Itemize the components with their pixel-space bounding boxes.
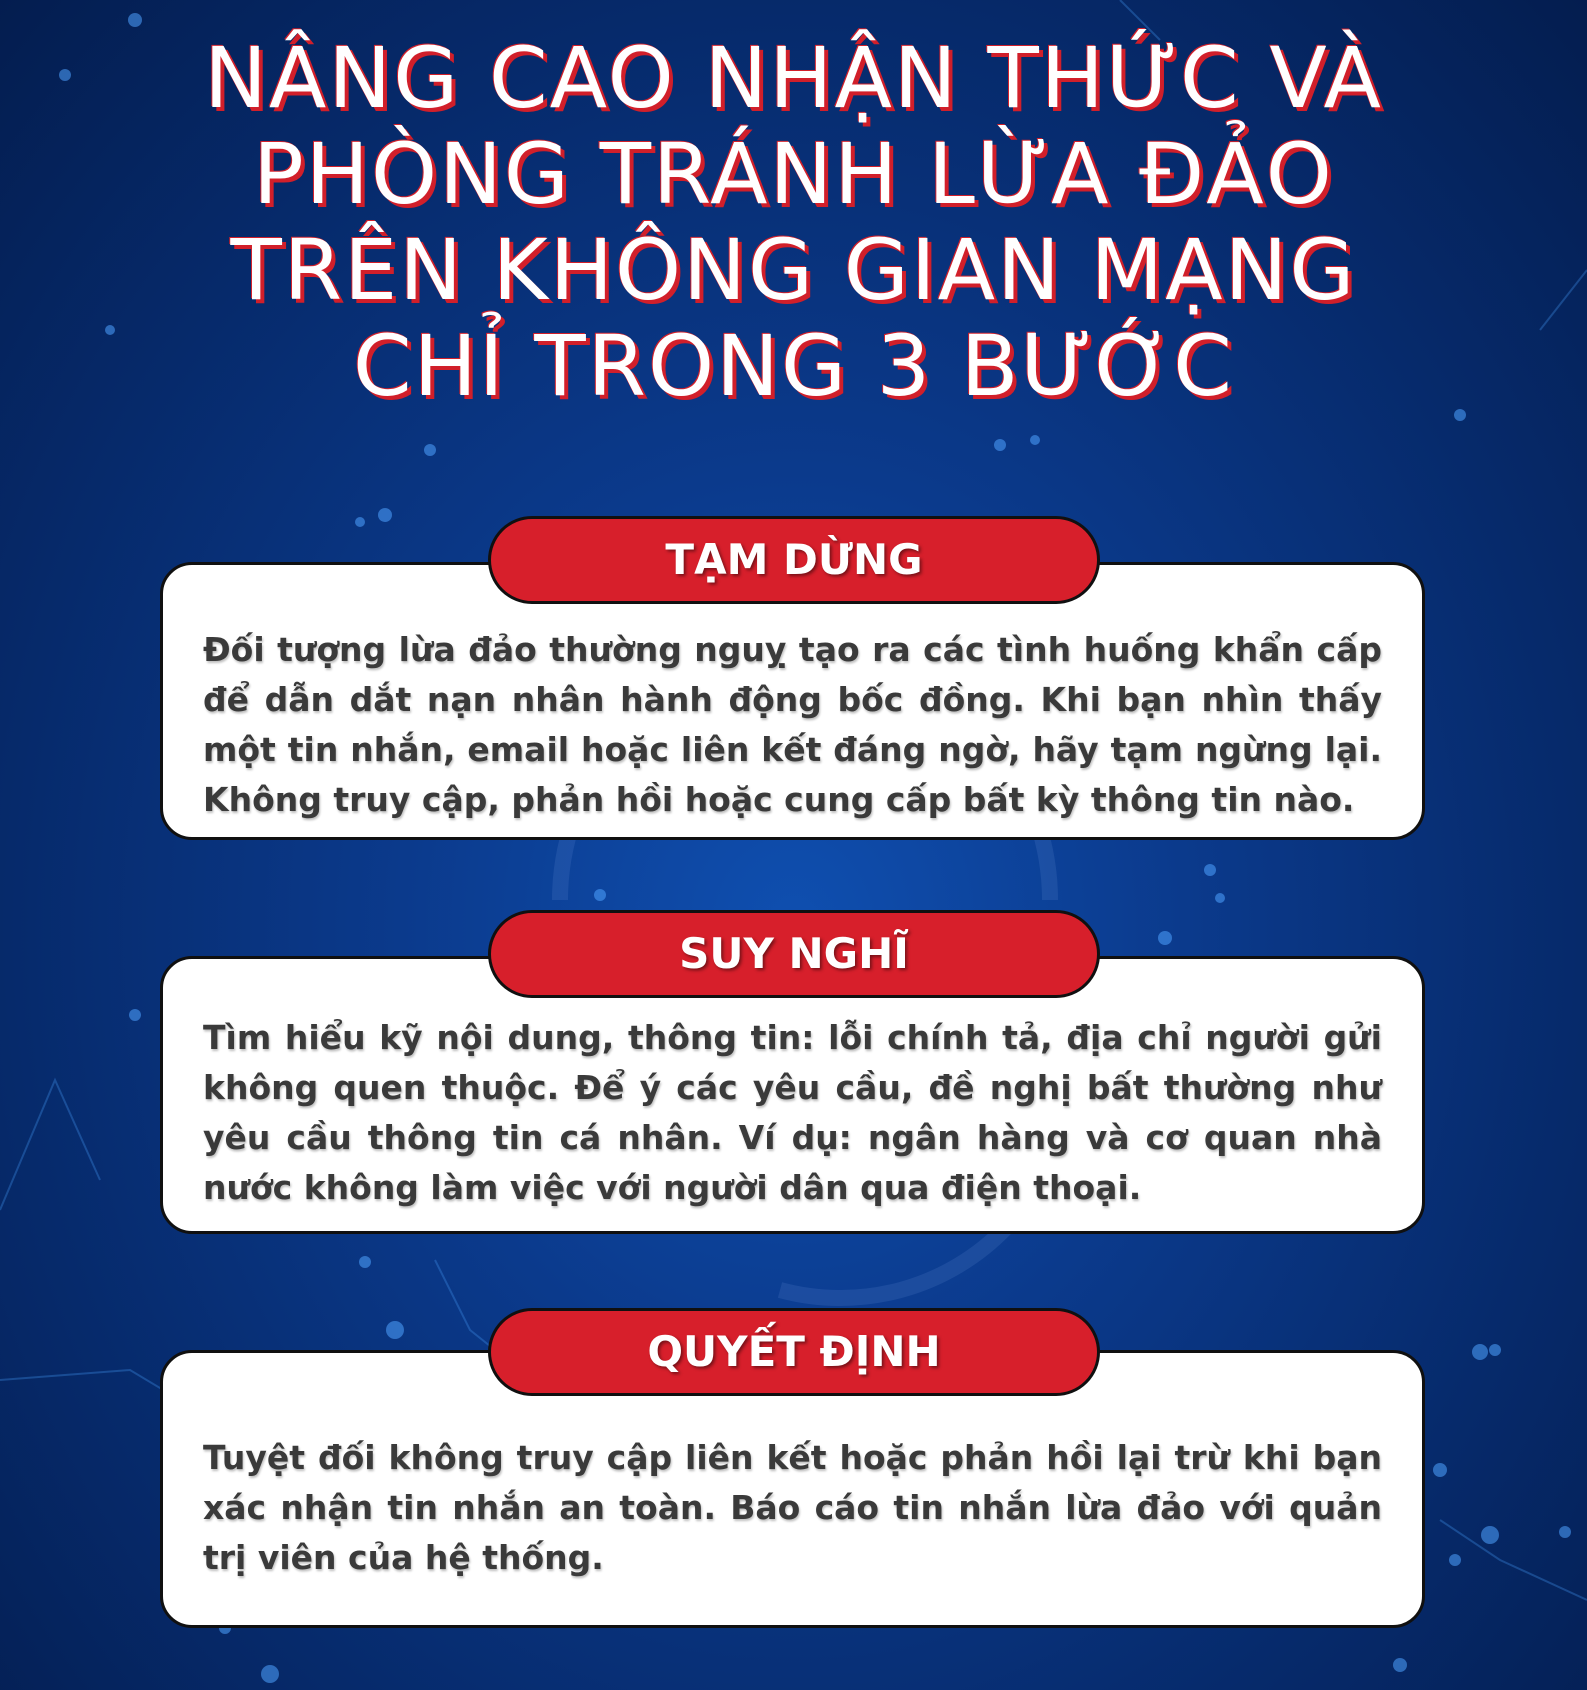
title-line-3: TRÊN KHÔNG GIAN MẠNG xyxy=(230,221,1357,319)
step-heading-decide: QUYẾT ĐỊNH xyxy=(488,1308,1100,1396)
title-line-2: PHÒNG TRÁNH LỪA ĐẢO xyxy=(253,125,1334,223)
title-line-4: CHỈ TRONG 3 BƯỚC xyxy=(353,317,1234,415)
step-heading-pause: TẠM DỪNG xyxy=(488,516,1100,604)
page-title xyxy=(0,30,1587,414)
step-heading-think: SUY NGHĨ xyxy=(488,910,1100,998)
step-text-decide: Tuyệt đối không truy cập liên kết hoặc phản hồi lại trừ khi bạn xác nhận tin nhắn an toàn. Báo cáo tin nhắn lừa đảo với quản trị viên của hệ thống. xyxy=(203,1438,1382,1577)
step-text-pause: Đối tượng lừa đảo thường nguỵ tạo ra các tình huống khẩn cấp để dẫn dắt nạn nhân hành động bốc đồng. Khi bạn nhìn thấy một tin nhắn, email hoặc liên kết đáng ngờ, hãy tạm ngừng lại. Không truy cập, phản hồi hoặc cung cấp bất kỳ thông tin nào. xyxy=(203,630,1382,819)
title-line-1: NÂNG CAO NHẬN THỨC VÀ xyxy=(204,29,1383,127)
step-text-think: Tìm hiểu kỹ nội dung, thông tin: lỗi chính tả, địa chỉ người gửi không quen thuộc. Để ý các yêu cầu, đề nghị bất thường như yêu cầu thông tin cá nhân. Ví dụ: ngân hàng và cơ quan nhà nước không làm việc với người dân qua điện thoại. xyxy=(203,1018,1382,1207)
